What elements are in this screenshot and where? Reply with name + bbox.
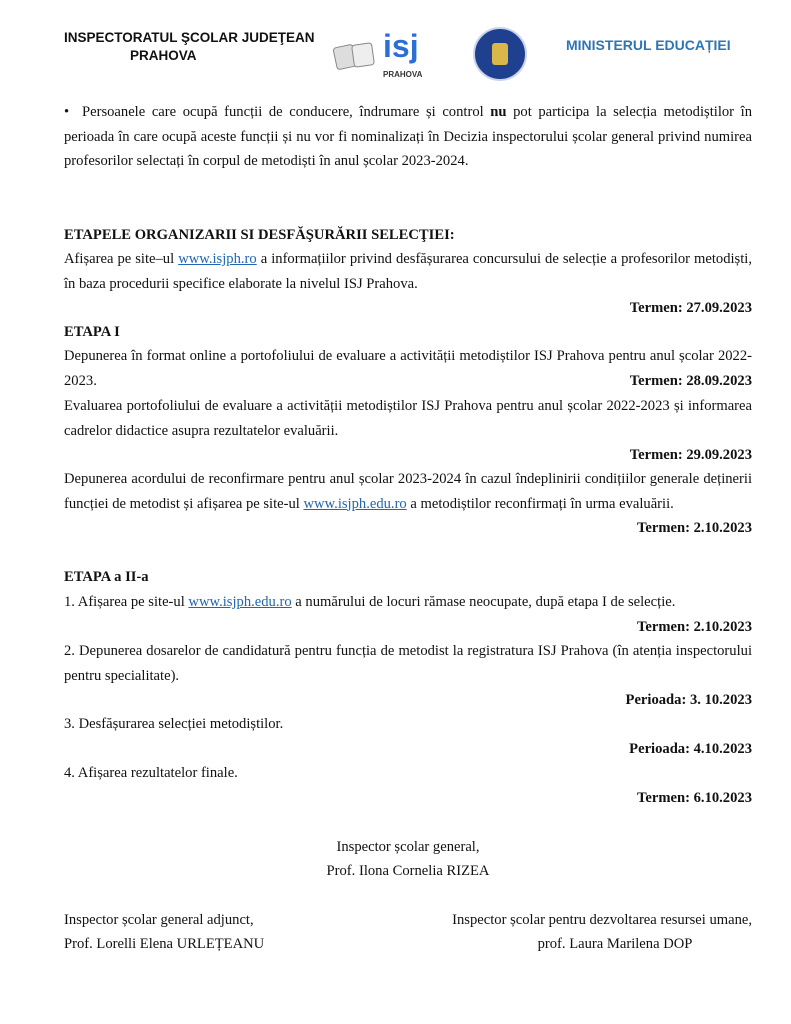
etapa2-p1: 1. Afișarea pe site-ul www.isjph.edu.ro a numărului de locuri rămase neocupate, după etapa I de selecție. — [64, 594, 676, 610]
signature-left-name: Prof. Lorelli Elena URLEȚEANU — [64, 936, 265, 952]
etape-heading: ETAPELE ORGANIZARII SI DESFĂŞURĂRII SELECŢIEI: — [64, 227, 455, 243]
header-left-line2: PRAHOVA — [130, 48, 197, 63]
etapa1-termen3: Termen: 2.10.2023 — [637, 520, 752, 536]
header-left-line1: INSPECTORATUL ŞCOLAR JUDEŢEAN — [64, 30, 315, 45]
isjph-link[interactable]: www.isjph.ro — [178, 251, 257, 267]
books-icon — [333, 40, 381, 74]
isjph-edu-link[interactable]: www.isjph.edu.ro — [303, 495, 407, 512]
signature-left-title: Inspector școlar general adjunct, — [64, 912, 254, 928]
etapa1-p1: Depunerea în format online a portofoliului de evaluare a activității metodiștilor ISJ Prahova pentru anul școlar 2022-2023. — [64, 348, 752, 389]
etapa2-heading: ETAPA a II-a — [64, 569, 149, 585]
etape-termen: Termen: 27.09.2023 — [629, 300, 752, 316]
bullet-icon: • — [64, 104, 70, 120]
isj-logo-sub: PRAHOVA — [383, 70, 423, 79]
isj-logo — [333, 28, 433, 84]
etapa1-termen2: Termen: 29.09.2023 — [629, 447, 752, 463]
etapa2-p4: 4. Afișarea rezultatelor finale. — [64, 765, 238, 781]
etape-paragraph: Afișarea pe site–ul www.isjph.ro a informațiilor privind desfășurarea concursului de selecție a profesorilor metodiști, în baza procedurii specifice elaborate la nivelul ISJ Prahova. — [64, 251, 752, 292]
etapa2-termen2: Perioada: 3. 10.2023 — [625, 692, 752, 708]
government-seal — [473, 27, 527, 81]
etapa2-p2: 2. Depunerea dosarelor de candidatură pentru funcția de metodist la registratura ISJ Prahova (în atenția inspectorului pentru specialitate). — [64, 643, 752, 684]
etapa2-termen4: Termen: 6.10.2023 — [637, 790, 752, 806]
etapa2-termen3: Perioada: 4.10.2023 — [629, 741, 752, 757]
etapa1-p2: Evaluarea portofoliului de evaluare a activității metodiștilor ISJ Prahova pentru anul școlar 2022-2023 și informarea cadrelor didactice asupra rezultatelor evaluării. — [64, 398, 752, 439]
signature-right-name: prof. Laura Marilena DOP — [537, 936, 693, 952]
etapa1-p3: Depunerea acordului de reconfirmare pentru anul școlar 2023-2024 în cazul îndeplinirii condițiilor generale deținerii funcției de metodist și afișarea pe site-ul www.isjph.edu.ro a metodiștilor reconfirmați în urma evaluării. — [64, 471, 752, 512]
signature-right-title: Inspector școlar pentru dezvoltarea resursei umane, — [452, 912, 752, 928]
etapa2-p3: 3. Desfășurarea selecției metodiștilor. — [64, 716, 284, 732]
etapa1-termen1: Termen: 28.09.2023 — [629, 373, 752, 389]
signature-center-title: Inspector școlar general, — [336, 839, 480, 855]
signature-center-name: Prof. Ilona Cornelia RIZEA — [326, 863, 490, 879]
etapa2-termen1: Termen: 2.10.2023 — [637, 619, 752, 635]
bullet-paragraph: • Persoanele care ocupă funcții de conducere, îndrumare și control nu pot participa la selecția metodiștilor în perioada în care ocupă aceste funcții și nu vor fi nominalizați în Decizia inspectorului școlar general privind numirea profesorilor selectați în corpul de metodiști în anul școlar 2023-2024. — [64, 100, 752, 174]
etapa1-heading: ETAPA I — [64, 324, 120, 340]
header-right: MINISTERUL EDUCAȚIEI — [566, 37, 731, 53]
isjph-edu-link[interactable]: www.isjph.edu.ro — [188, 594, 292, 610]
isj-logo-text: isj — [383, 28, 419, 64]
